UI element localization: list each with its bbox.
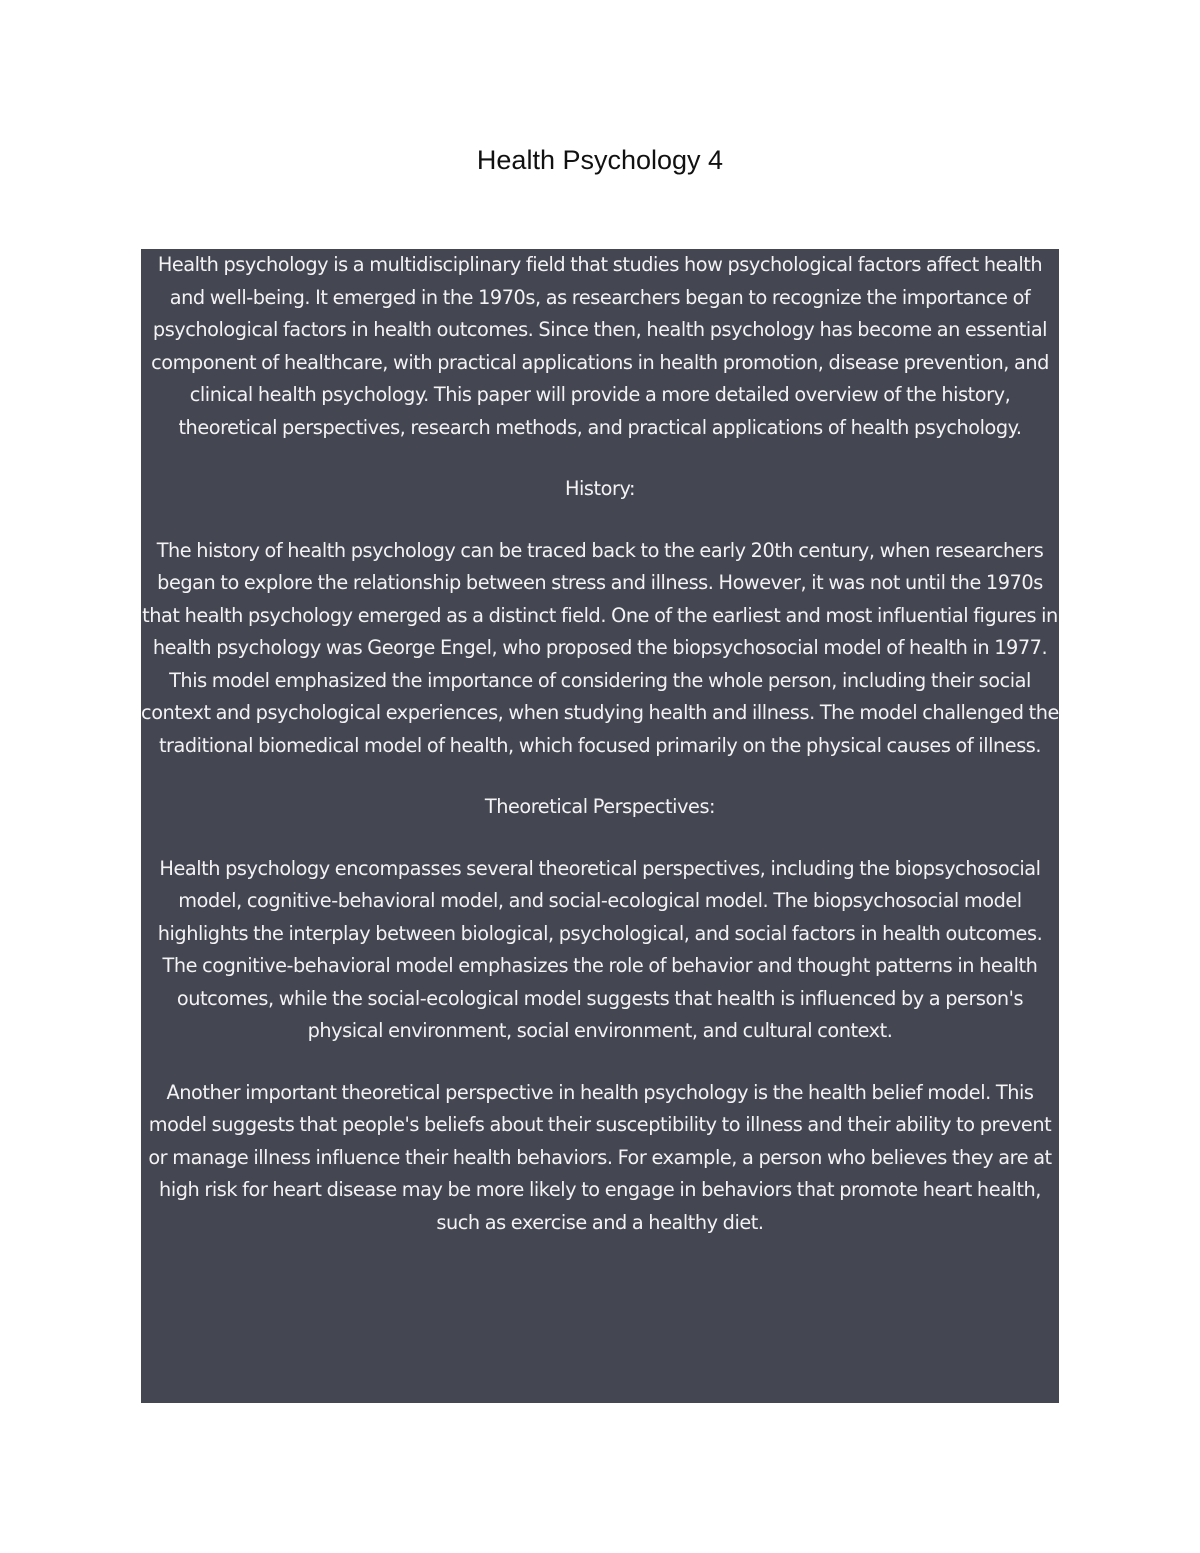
paragraph-spacer: [141, 762, 1059, 791]
paragraph-spacer: [141, 824, 1059, 853]
history-heading: History:: [564, 477, 636, 500]
content-box: [141, 249, 1059, 1403]
theory-paragraph-2: Another important theoretical perspective in health psychology is the health belief model. This model suggests that people's beliefs about their susceptibility to illness and their ability to prevent or manage illness influence their health behaviors. For example, a person who believes they are at high risk for heart disease may be more likely to engage in behaviors that promote heart health, such as exercise and a healthy diet.: [148, 1080, 1052, 1234]
history-paragraph: The history of health psychology can be traced back to the early 20th century, when researchers began to explore the relationship between stress and illness. However, it was not until the 1970s that health psychology emerged as a distinct field. One of the earliest and most influential figures in health psychology was George Engel, who proposed the biopsychosocial model of health in 1977. This model emphasized the importance of considering the whole person, including their social context and psychological experiences, when studying health and illness. The model challenged the traditional biomedical model of health, which focused primarily on the physical causes of illness.: [141, 538, 1059, 757]
theory-heading: Theoretical Perspectives:: [484, 795, 716, 818]
paragraph-spacer: [141, 506, 1059, 535]
document-title: Health Psychology 4: [476, 145, 724, 175]
theory-paragraph-1: Health psychology encompasses several theoretical perspectives, including the biopsychosocial model, cognitive-behavioral model, and social-ecological model. The biopsychosocial model highlights the interplay between biological, psychological, and social factors in health outcomes. The cognitive-behavioral model emphasizes the role of behavior and thought patterns in health outcomes, while the social-ecological model suggests that health is influenced by a person's physical environment, social environment, and cultural context.: [157, 856, 1043, 1042]
paragraph-spacer: [141, 1048, 1059, 1077]
intro-paragraph: Health psychology is a multidisciplinary field that studies how psychological factors affect health and well-being. It emerged in the 1970s, as researchers began to recognize the importance of psychological factors in health outcomes. Since then, health psychology has become an essential component of healthcare, with practical applications in health promotion, disease prevention, and clinical health psychology. This paper will provide a more detailed overview of the history, theoretical perspectives, research methods, and practical applications of health psychology.: [151, 253, 1049, 439]
paragraph-spacer: [141, 444, 1059, 473]
